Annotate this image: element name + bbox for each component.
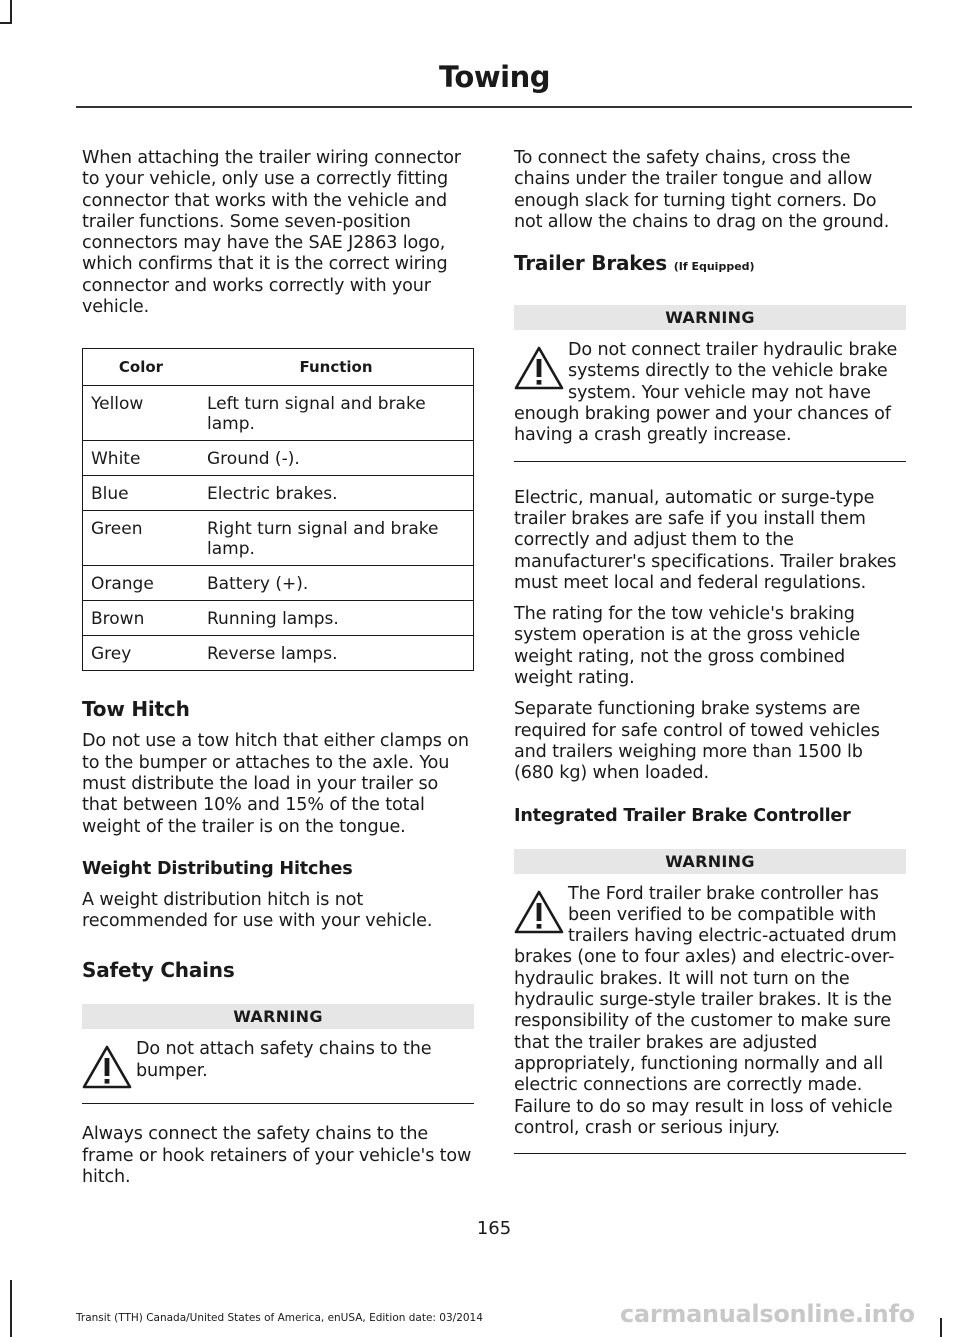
- brakes-paragraph-3: Separate functioning brake systems are required for safe control of towed vehicles and trailers weighing more than 1500 lb (680 kg) when loaded.: [514, 699, 880, 784]
- warning-text: The Ford trailer brake controller has been verified to be compatible with trailers having electric-actuated drum brakes (one to four axles) and electric-over-hydraulic brakes. It will not turn on the hydraulic surge-style trailer brakes. It is the responsibility of the customer to make sure that the trailer brakes are adjusted appropriately, functioning normally and all electric connections are correctly made. Failure to do so may result in loss of vehicle control, crash or serious injury.: [514, 883, 897, 1138]
- cell-function: Battery (+).: [199, 566, 474, 601]
- warning-label: WARNING: [514, 305, 906, 330]
- cell-color: Blue: [83, 476, 200, 511]
- page-number: 165: [476, 1218, 512, 1239]
- warning-box: [82, 1039, 474, 1104]
- wiring-color-table: [82, 348, 474, 671]
- tow-hitch-heading: Tow Hitch: [82, 697, 190, 722]
- brakes-paragraph-1: Electric, manual, automatic or surge-type trailer brakes are safe if you install them correctly and adjust them to the manufacturer's specifications. Trailer brakes must meet local and federal regulations.: [514, 487, 897, 593]
- right-column: [514, 148, 906, 1174]
- cell-color: Brown: [83, 601, 200, 636]
- cell-function: Reverse lamps.: [199, 636, 474, 671]
- controller-heading: Integrated Trailer Brake Controller: [514, 805, 851, 826]
- table-row: [83, 441, 474, 476]
- table-row: [83, 476, 474, 511]
- safety-chains-heading: Safety Chains: [82, 958, 235, 983]
- table-row: [83, 636, 474, 671]
- warning-text: Do not connect trailer hydraulic brake systems directly to the vehicle brake system. Your vehicle may not have enough braking power and your chances of having a crash greatly increase.: [514, 340, 898, 446]
- warning-box: [514, 340, 906, 461]
- warning-text: Do not attach safety chains to the bumper.: [136, 1039, 432, 1081]
- crop-mark: [0, 22, 12, 24]
- cell-color: White: [83, 441, 200, 476]
- warning-box: [514, 884, 906, 1155]
- weight-distributing-paragraph: A weight distribution hitch is not recommended for use with your vehicle.: [82, 889, 433, 932]
- warning-label: WARNING: [514, 849, 906, 874]
- site-watermark: carmanualsonline.info: [620, 1300, 915, 1328]
- header-rule: [76, 106, 912, 108]
- table-row: [83, 566, 474, 601]
- weight-distributing-heading: Weight Distributing Hitches: [82, 858, 353, 879]
- cell-color: Orange: [83, 566, 200, 601]
- table-header-function: Function: [199, 349, 474, 386]
- table-row: [83, 601, 474, 636]
- cell-function: Electric brakes.: [199, 476, 474, 511]
- warning-triangle-icon: [514, 890, 564, 934]
- table-row: [83, 511, 474, 566]
- trailer-brakes-heading: [514, 251, 906, 279]
- left-column: [82, 148, 474, 1198]
- cell-color: Grey: [83, 636, 200, 671]
- warning-triangle-icon: [514, 346, 564, 390]
- crop-mark: [940, 1318, 942, 1337]
- cell-function: Right turn signal and brake lamp.: [199, 511, 474, 566]
- tow-hitch-paragraph: Do not use a tow hitch that either clamps on to the bumper or attaches to the axle. You must distribute the load in your trailer so that between 10% and 15% of the total weight of the trailer is on the tongue.: [82, 731, 469, 837]
- trailer-brakes-title: Trailer Brakes: [514, 251, 667, 276]
- edition-footer: Transit (TTH) Canada/United States of America, enUSA, Edition date: 03/2014: [76, 1312, 483, 1324]
- warning-triangle-icon: [82, 1045, 132, 1089]
- cell-color: Yellow: [83, 386, 200, 441]
- brakes-paragraph-2: The rating for the tow vehicle's braking system operation is at the gross vehicle weight rating, not the gross combined weight rating.: [514, 604, 861, 689]
- if-equipped-qualifier: (If Equipped): [673, 260, 755, 274]
- cell-function: Left turn signal and brake lamp.: [199, 386, 474, 441]
- crop-mark: [10, 0, 12, 22]
- cell-function: Running lamps.: [199, 601, 474, 636]
- chains-paragraph: To connect the safety chains, cross the chains under the trailer tongue and allow enough slack for turning tight corners. Do not allow the chains to drag on the ground.: [514, 148, 890, 232]
- cell-color: Green: [83, 511, 200, 566]
- wiring-intro-paragraph: When attaching the trailer wiring connector to your vehicle, only use a correctly fitting connector that works with the vehicle and trailer functions. Some seven-position connectors may have the SAE J2863 logo, which confirms that it is the correct wiring connector and works correctly with your vehicle.: [82, 148, 461, 318]
- cell-function: Ground (-).: [199, 441, 474, 476]
- crop-mark: [10, 1280, 12, 1337]
- safety-chains-paragraph: Always connect the safety chains to the frame or hook retainers of your vehicle's tow hitch.: [82, 1124, 472, 1188]
- warning-label: WARNING: [82, 1004, 474, 1029]
- table-header-color: Color: [83, 349, 200, 386]
- table-row: [83, 386, 474, 441]
- page-title: Towing: [439, 60, 550, 94]
